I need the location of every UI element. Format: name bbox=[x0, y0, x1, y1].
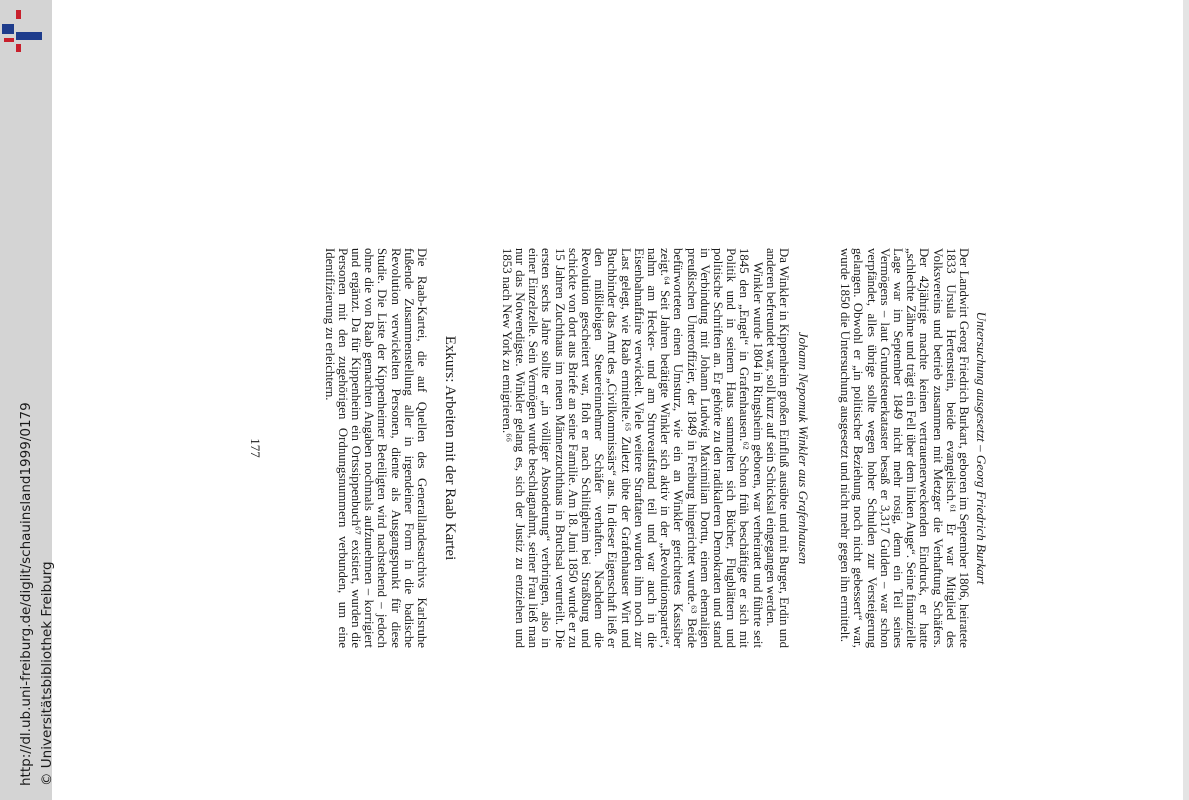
paragraph-text: Die Raab-Kartei, die auf Quellen des Generallandesarchivs Karlsruhe fußende Zusammenstellung aller in irgendeiner Form in die badische Revolution verwickelten Personen, diente als Ausgangspunkt für diese Studie. Die Liste der Kippenheimer Beteiligten wird nachstehend – jedoch ohne die von Raab gemachten Angaben nochmals aufzunehmen – korrigiert und ergänzt. Da für Kippenheim ein Ortssippenbuch⁶⁷ existiert, wurden die Personen mit den zugehörigen Ordnungsnummern verbunden, um eine Identifizierung zu erleichtern. bbox=[322, 248, 429, 648]
logo-bar-blue-left bbox=[2, 24, 14, 34]
logo-bar-red-left bbox=[4, 38, 14, 42]
sidebar bbox=[0, 0, 55, 800]
document-page bbox=[248, 248, 989, 648]
logo-bar-red-bottom bbox=[16, 44, 21, 52]
subheading-winkler: Johann Nepomuk Winkler aus Grafenhausen bbox=[796, 331, 811, 565]
paragraph-burkart bbox=[838, 248, 970, 648]
paragraph-raab-kartei bbox=[322, 248, 428, 648]
paragraph-winkler bbox=[500, 248, 790, 648]
paragraph-text: Da Winkler in Kippenheim großen Einfluß ausübte und mit Burger, Erdin und anderen befreundet war, soll kurz auf sein Schicksal eingegangen werden. bbox=[763, 248, 791, 648]
paragraph-text: Winkler wurde 1804 in Ringsheim geboren, war verheiratet und führte seit 1845 den „Engel“ in Grafenhausen.⁶² Schon früh beschäftigte er sich mit Politik und in seinem Haus sammelten sich Bücher, Flugblättern und politische Schriften an. Er gehörte zu den radikaleren Demokraten und stand in Verbindung mit Johann Ludwig Maximilian Dortu, einem ehemaligen preußischen Unteroffizier, der 1849 in Freiburg hingerichtet wurde.⁶³ Beide befürworteten einen Umsturz, wie ein an Winkler gerichtetes Kassiber zeigt.⁶⁴ Seit Jahren betätigte Winkler sich aktiv in der „Revolutionspartei“, nahm am Hecker- und am Struveaufstand teil und war auch in die Eisenbahnaffaire verwickelt. Viele weitere Straftaten wurden ihm noch zur Last gelegt, wie Raab ermittelte.⁶⁵ Zuletzt übte der Grafenhauser Wirt und Buchbinder das Amt des „Civilkommissärs“ aus. In dieser Eigenschaft ließ er den mißliebigen Steuereinnehmer Schäfer verhaften. Nachdem die Revolution gescheitert war, floh er nach Schiltigheim bei Straßburg und schickte von dort aus Briefe an seine Familie. Am 18. Juni 1850 wurde er zu 15 Jahren Zuchthaus im neuen Männerzuchthaus in Bruchsal verurteilt. Die ersten sechs Jahre sollte er „in völliger Absonderung“ verbringen, also in einer Einzelzelle. Sein Vermögen wurde beschlagnahmt, seiner Frau ließ man nur das Notwendigste. Winkler gelang es, sich der Justiz zu entziehen und 1853 nach New York zu emigrieren.⁶⁶ bbox=[499, 248, 765, 648]
ub-freiburg-logo-icon[interactable] bbox=[2, 10, 44, 52]
logo-bar-blue-long bbox=[16, 32, 42, 40]
running-head: Untersuchung ausgesetzt – Georg Friedrich Burkart bbox=[974, 311, 989, 585]
logo-bar-red-top bbox=[16, 10, 21, 19]
sidebar-caption bbox=[18, 366, 65, 786]
source-url-link[interactable]: http://dl.ub.uni-freiburg.de/diglit/schauinsland1999/0179 bbox=[18, 402, 34, 786]
section-title: Exkurs: Arbeiten mit der Raab Kartei bbox=[442, 335, 458, 561]
copyright-text: © Universitätsbibliothek Freiburg bbox=[39, 561, 55, 786]
scrollbar-track[interactable] bbox=[1183, 0, 1189, 800]
page-number: 177 bbox=[248, 438, 263, 458]
paragraph-text: Der Landwirt Georg Friedrich Burkart, geboren im September 1806, heiratete 1833 Ursula Hertenstein, beide evangelisch.⁶¹ Er war Mitglied des Volksvereins und betrieb zusammen mit Metzger die Verhaftung Schäfers. Der 42jährige machte keinen vertrauenerweckenden Eindruck, er hatte „schlechte Zähne und trägt ein Fell über dem linken Auge“. Seine finanzielle Lage war im September 1849 nicht mehr rosig, denn ein Teil seines Vermögens – laut Grundsteuerkataster besaß er 3,317 Gulden – war schon verpfändet, alles übrige sollte wegen hoher Schulden zur Versteigerung gelangen. Obwohl er „in politischer Beziehung noch nicht gebessert“ war, wurde 1850 die Untersuchung ausgesetzt und nicht mehr gegen ihn ermittelt. bbox=[838, 248, 971, 648]
